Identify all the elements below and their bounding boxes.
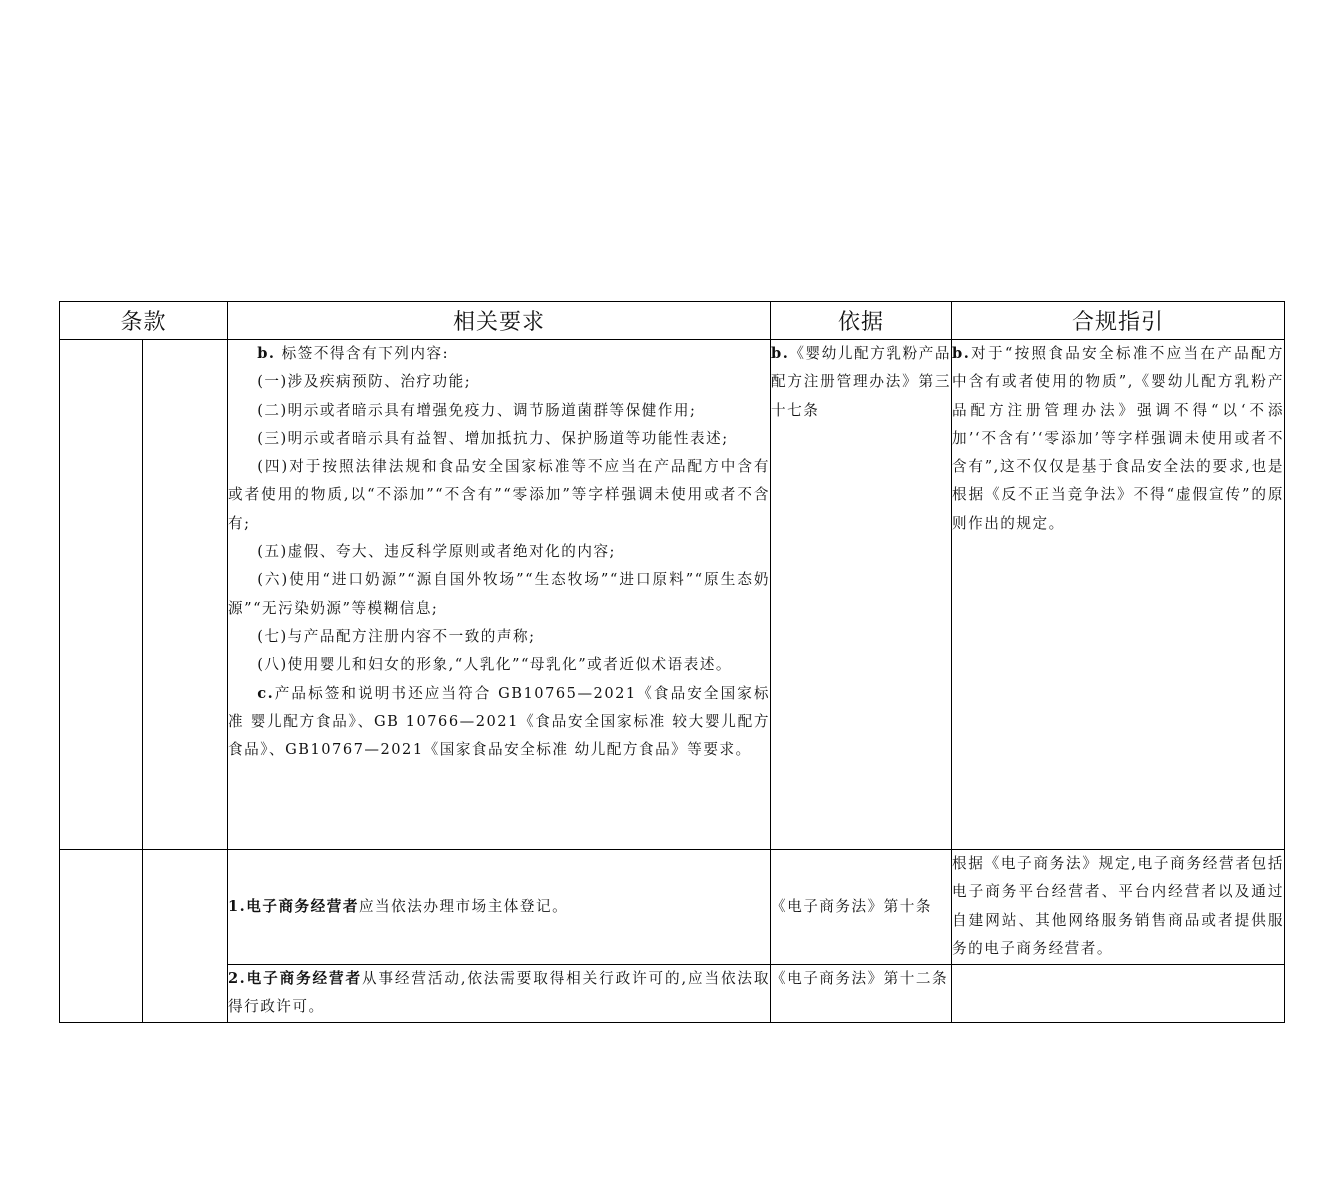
basis-marker: b. — [771, 345, 790, 362]
requirements-cell — [228, 340, 771, 850]
clause-cell-primary — [60, 850, 143, 1023]
requirement-item: (八)使用婴儿和妇女的形象,“人乳化”“母乳化”或者近似术语表述。 — [257, 656, 733, 674]
header-row — [60, 302, 1285, 340]
header-clause: 条款 — [60, 302, 228, 340]
basis-cell: 《电子商务法》第十二条 — [771, 965, 952, 1023]
requirement-text: 应当依法办理市场主体登记。 — [358, 897, 569, 915]
compliance-table — [59, 301, 1285, 1023]
requirement-item: (六)使用“进口奶源”“源自国外牧场”“生态牧场”“进口原料”“原生态奶源”“无污染奶源”等模糊信息; — [228, 571, 771, 617]
guidance-cell — [952, 965, 1285, 1023]
basis-cell — [771, 340, 952, 850]
requirement-text: 从事经营活动,依法需要取得相关行政许可的,应当依法取得行政许可。 — [228, 970, 771, 1016]
requirement-b-intro: b. 标签不得含有下列内容: — [257, 345, 449, 362]
requirement-item: (四)对于按照法律法规和食品安全国家标准等不应当在产品配方中含有或者使用的物质,以“不添加”“不含有”“零添加”等字样强调未使用或者不含有; — [228, 458, 771, 532]
requirement-item: (三)明示或者暗示具有益智、增加抵抗力、保护肠道等功能性表述; — [257, 429, 729, 447]
clause-cell-secondary — [143, 850, 228, 1023]
requirement-number: 2. — [228, 970, 247, 987]
requirement-number: 1. — [228, 897, 247, 915]
header-requirements: 相关要求 — [228, 302, 771, 340]
requirement-item: (一)涉及疾病预防、治疗功能; — [257, 373, 472, 391]
requirement-c-marker: c. — [257, 684, 275, 702]
requirements-cell — [228, 850, 771, 965]
header-guidance: 合规指引 — [952, 302, 1285, 340]
guidance-text: 对于“按照食品安全标准不应当在产品配方中含有或者使用的物质”,《婴幼儿配方乳粉产品配方注册管理办法》强调不得“以‘不添加’‘不含有’‘零添加’等字样强调未使用或者不含有”,这不仅仅是基于食品安全法的要求,也是根据《反不正当竞争法》不得“虚假宣传”的原则作出的规定。 — [952, 345, 1285, 532]
header-basis: 依据 — [771, 302, 952, 340]
guidance-marker: b. — [952, 345, 971, 362]
guidance-cell — [952, 340, 1285, 850]
requirement-subject: 电子商务经营者 — [246, 897, 359, 915]
table-row — [60, 850, 1285, 965]
basis-cell: 《电子商务法》第十条 — [771, 850, 952, 965]
requirement-item: (七)与产品配方注册内容不一致的声称; — [257, 627, 536, 645]
clause-cell-primary — [60, 340, 143, 850]
requirement-c: c.产品标签和说明书还应当符合 GB10765—2021《食品安全国家标准 婴儿配方食品》、GB 10766—2021《食品安全国家标准 较大婴儿配方食品》、GB10767—2021《国家食品安全标准 幼儿配方食品》等要求。 — [228, 684, 771, 759]
requirement-item: (五)虚假、夸大、违反科学原则或者绝对化的内容; — [257, 543, 616, 561]
requirements-cell — [228, 965, 771, 1023]
clause-cell-secondary — [143, 340, 228, 850]
requirement-b-marker: b. — [257, 345, 276, 362]
table-row — [60, 340, 1285, 850]
guidance-cell: 根据《电子商务法》规定,电子商务经营者包括电子商务平台经营者、平台内经营者以及通过自建网站、其他网络服务销售商品或者提供服务的电子商务经营者。 — [952, 850, 1285, 965]
requirement-subject: 电子商务经营者 — [246, 970, 362, 987]
basis-text: 《婴幼儿配方乳粉产品配方注册管理办法》第三十七条 — [771, 345, 952, 419]
requirement-item: (二)明示或者暗示具有增强免疫力、调节肠道菌群等保健作用; — [257, 401, 697, 419]
table-row — [60, 965, 1285, 1023]
